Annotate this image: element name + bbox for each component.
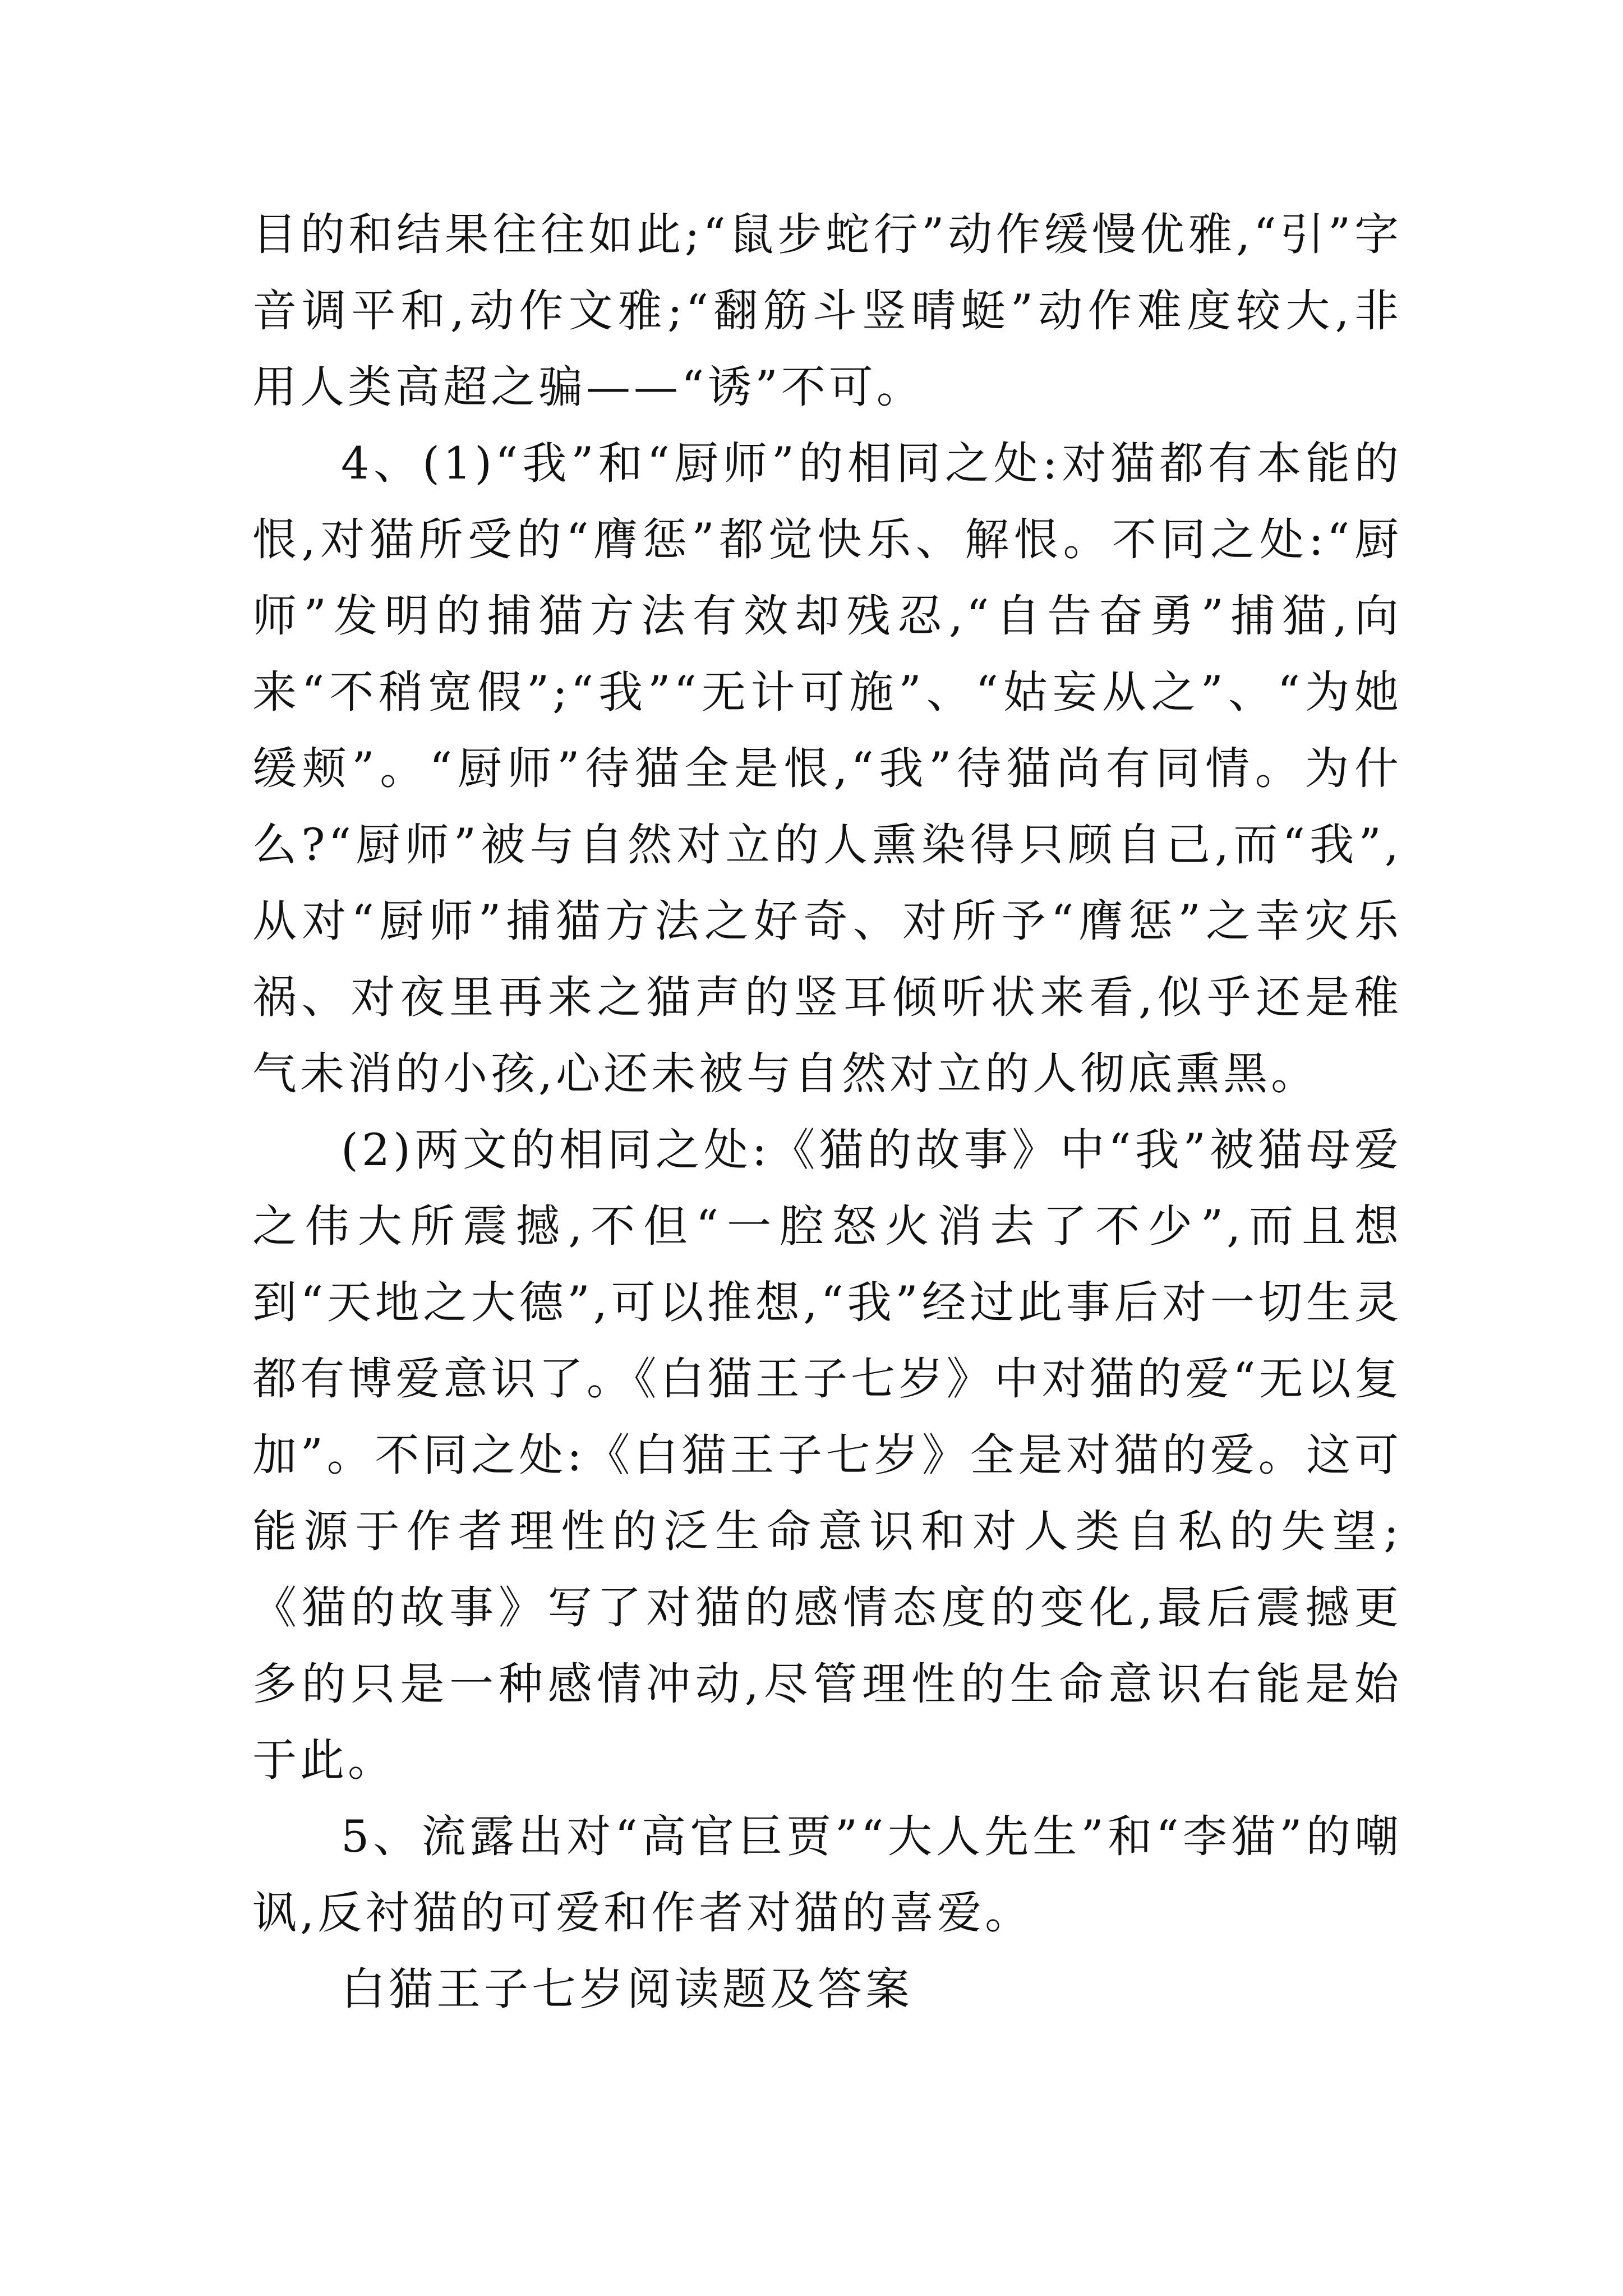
section-heading: 白猫王子七岁阅读题及答案 xyxy=(341,1963,913,2015)
paragraph-answer-4-2: (2)两文的相同之处:《猫的故事》中“我”被猫母爱之伟大所震撼,不但“一腔怒火消去了不少”,而且想到“天地之大德”,可以推想,“我”经过此事后对一切生灵都有博爱意识了。《白猫王子七岁》中对猫的爱“无以复加”。不同之处:《白猫王子七岁》全是对猫的爱。这可能源于作者理性的泛生命意识和对人类自私的失望;《猫的故事》写了对猫的感情态度的变化,最后震撼更多的只是一种感情冲动,尽管理性的生命意识右能是始于此。 xyxy=(252,1124,1402,1786)
paragraph-continuation: 目的和结果往往如此;“鼠步蛇行”动作缓慢优雅,“引”字音调平和,动作文雅;“翻筋斗竖晴蜓”动作难度较大,非用人类高超之骗——“诱”不可。 xyxy=(252,209,1402,413)
paragraph-answer-5: 5、流露出对“高官巨贾”“大人先生”和“李猫”的嘲讽,反衬猫的可爱和作者对猫的喜爱。 xyxy=(252,1811,1402,1939)
document-body xyxy=(252,196,1402,2027)
paragraph-answer-4-1: 4、(1)“我”和“厨师”的相同之处:对猫都有本能的恨,对猫所受的“膺惩”都觉快乐、解恨。不同之处:“厨师”发明的捕猫方法有效却残忍,“自告奋勇”捕猫,向来“不稍宽假”;“我”“无计可施”、“姑妄从之”、“为她缓颊”。“厨师”待猫全是恨,“我”待猫尚有同情。为什么?“厨师”被与自然对立的人熏染得只顾自己,而“我”,从对“厨师”捕猫方法之好奇、对所予“膺惩”之幸灾乐祸、对夜里再来之猫声的竖耳倾听状来看,似乎还是稚气未消的小孩,心还未被与自然对立的人彻底熏黑。 xyxy=(252,438,1402,1099)
